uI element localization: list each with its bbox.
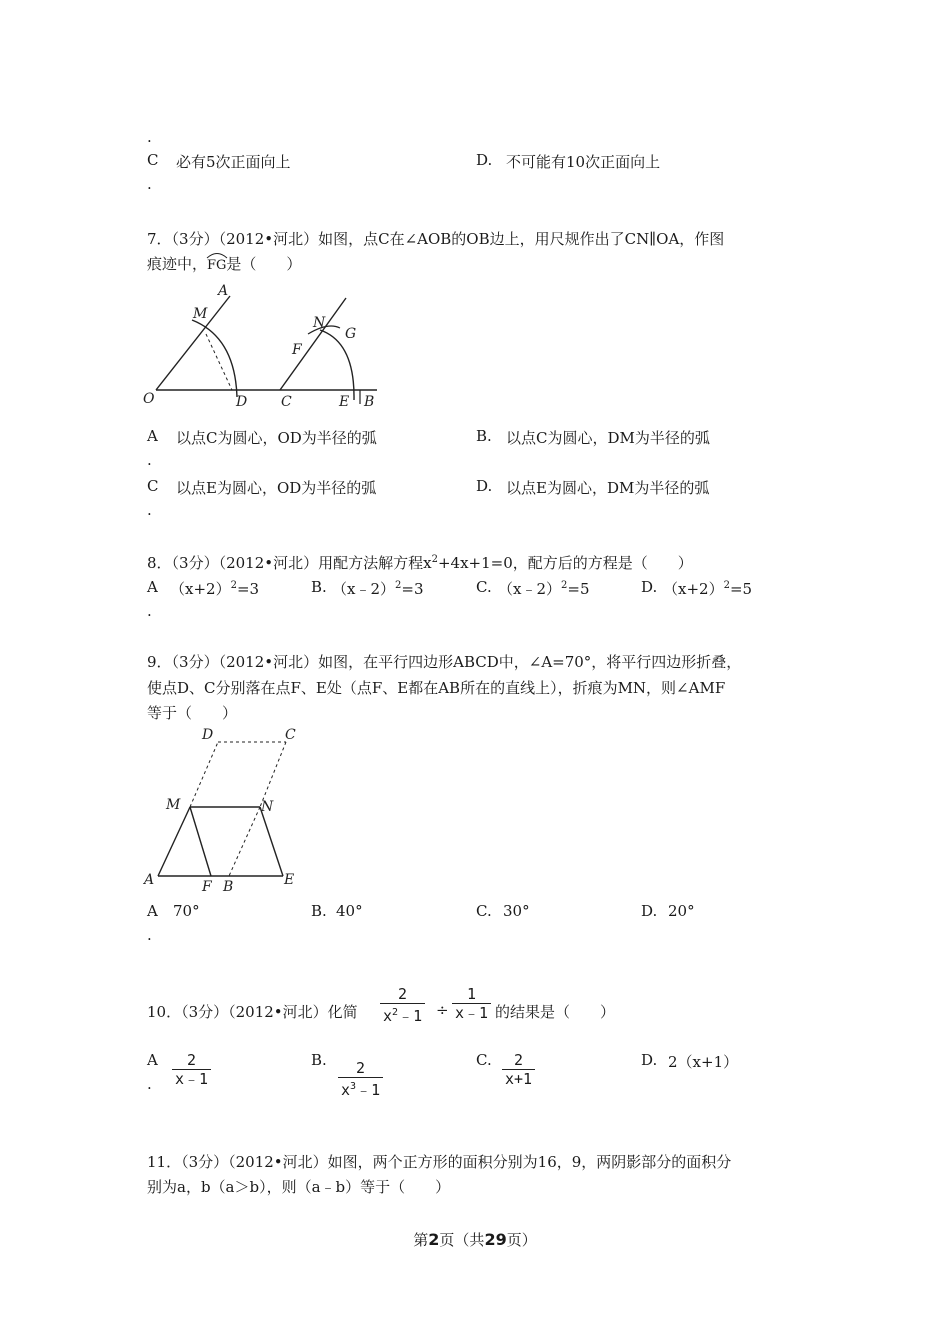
q7-stem-line1: 7．（3分）（2012•河北）如图，点C在∠AOB的OB边上，用尺规作出了CN∥OA，作图 — [147, 230, 725, 248]
fig9-label-b: B — [223, 879, 234, 895]
q6-option-c-letter: C — [147, 151, 159, 169]
fig7-label-b: B — [364, 394, 375, 410]
fig7-label-n: N — [313, 315, 326, 331]
fig7-label-f: F — [292, 342, 302, 358]
current-page-number: 2 — [428, 1230, 440, 1249]
option-dot: . — [147, 451, 152, 469]
fig7-label-d: D — [236, 394, 248, 410]
fig9-label-e: E — [284, 872, 295, 888]
option-dot: . — [147, 501, 152, 519]
q9-option-b-text: 40° — [336, 902, 363, 920]
q6-option-d-letter: D. — [476, 151, 493, 169]
q9-option-d-letter: D. — [641, 902, 658, 920]
q8-option-a-letter: A — [147, 578, 158, 596]
q9-option-c-letter: C. — [476, 902, 492, 920]
q9-option-a-letter: A — [147, 902, 158, 920]
q8-option-c-letter: C. — [476, 578, 492, 596]
fig7-label-o: O — [143, 391, 155, 407]
q7-option-b-letter: B. — [476, 427, 492, 445]
q10-option-b-letter: B. — [311, 1051, 327, 1069]
q9-option-a-text: 70° — [173, 902, 200, 920]
fig7-label-e: E — [339, 394, 350, 410]
q7-figure — [140, 282, 385, 412]
fig9-label-f: F — [202, 879, 212, 895]
option-dot: . — [147, 1075, 152, 1093]
q7-stem-line2: 痕迹中， FG是（ ） — [147, 255, 302, 273]
q7-option-c-letter: C — [147, 477, 159, 495]
fig9-label-c: C — [285, 727, 296, 743]
fig7-label-g: G — [345, 326, 357, 342]
q9-stem-line2: 使点D、C分别落在点F、E处（点F、E都在AB所在的直线上），折痕为MN，则∠AMF — [147, 679, 726, 697]
q10-option-b-fraction: 2 $x^3﹣1$ — [338, 1059, 383, 1099]
q7-option-d-text: 以点E为圆心，DM为半径的弧 — [506, 479, 710, 497]
q8-option-d-text: $(x+2)^2=5$ — [663, 580, 753, 598]
q10-fraction-1: 2 $x^2﹣1$ — [380, 985, 425, 1025]
arc-fg-label: FG — [207, 255, 226, 273]
fig9-label-d: D — [202, 727, 214, 743]
q10-option-d-letter: D. — [641, 1051, 658, 1069]
q10-stem-post: 的结果是（ ） — [495, 1003, 616, 1021]
option-dot: . — [147, 602, 152, 620]
q8-option-c-text: （x﹣2）$^2$=5 — [498, 580, 590, 598]
q9-option-b-letter: B. — [311, 902, 327, 920]
q10-fraction-2: 1 x﹣1 — [452, 985, 491, 1022]
page-footer: 第2页（共29页） — [413, 1230, 537, 1249]
q10-option-c-fraction: 2 x+1 — [502, 1051, 535, 1088]
q11-stem-line1: 11．（3分）（2012•河北）如图，两个正方形的面积分别为16，9，两阴影部分的面积分 — [147, 1153, 732, 1171]
q8-option-d-letter: D. — [641, 578, 658, 596]
q6-option-d-text: 不可能有10次正面向上 — [506, 153, 661, 171]
q6-option-c-text: 必有5次正面向上 — [176, 153, 291, 171]
q9-figure — [140, 722, 310, 897]
q9-option-d-text: 20° — [668, 902, 695, 920]
fig9-label-m: M — [166, 797, 181, 813]
q11-stem-line2: 别为a，b（a＞b），则（a﹣b）等于（ ） — [147, 1178, 451, 1196]
q7-option-d-letter: D. — [476, 477, 493, 495]
q9-option-c-text: 30° — [503, 902, 530, 920]
q10-divide-sign: ÷ — [436, 1001, 449, 1019]
option-dot: . — [147, 926, 152, 944]
fig7-label-c: C — [281, 394, 292, 410]
fig7-label-a: A — [218, 283, 229, 299]
fig9-label-a: A — [144, 872, 155, 888]
option-dot: . — [147, 128, 152, 146]
fig7-label-m: M — [193, 306, 208, 322]
q10-option-c-letter: C. — [476, 1051, 492, 1069]
fig9-label-n: N — [261, 799, 274, 815]
q7-option-a-letter: A — [147, 427, 158, 445]
q7-option-b-text: 以点C为圆心，DM为半径的弧 — [506, 429, 710, 447]
q9-stem-line3: 等于（ ） — [147, 704, 238, 722]
q10-option-a-fraction: 2 x﹣1 — [172, 1051, 211, 1088]
q10-option-a-letter: A — [147, 1051, 158, 1069]
q9-stem-line1: 9．（3分）（2012•河北）如图，在平行四边形ABCD中，∠A=70°，将平行四边形折叠， — [147, 653, 742, 671]
q8-option-b-letter: B. — [311, 578, 327, 596]
q10-stem-pre: 10．（3分）（2012•河北）化简 — [147, 1003, 358, 1021]
q8-stem: 8．（3分）（2012•河北）用配方法解方程$x^2+4x+1=0$，配方后的方程是（ ） — [147, 554, 693, 572]
total-pages-number: 29 — [484, 1230, 507, 1249]
q8-option-a-text: $(x+2)^2=3$ — [170, 580, 260, 598]
q7-option-a-text: 以点C为圆心，OD为半径的弧 — [176, 429, 377, 447]
q8-option-b-text: （x﹣2）$^2$=3 — [332, 580, 424, 598]
option-dot: . — [147, 175, 152, 193]
q10-option-d-text: 2（x+1） — [668, 1053, 739, 1071]
q7-option-c-text: 以点E为圆心，OD为半径的弧 — [176, 479, 377, 497]
